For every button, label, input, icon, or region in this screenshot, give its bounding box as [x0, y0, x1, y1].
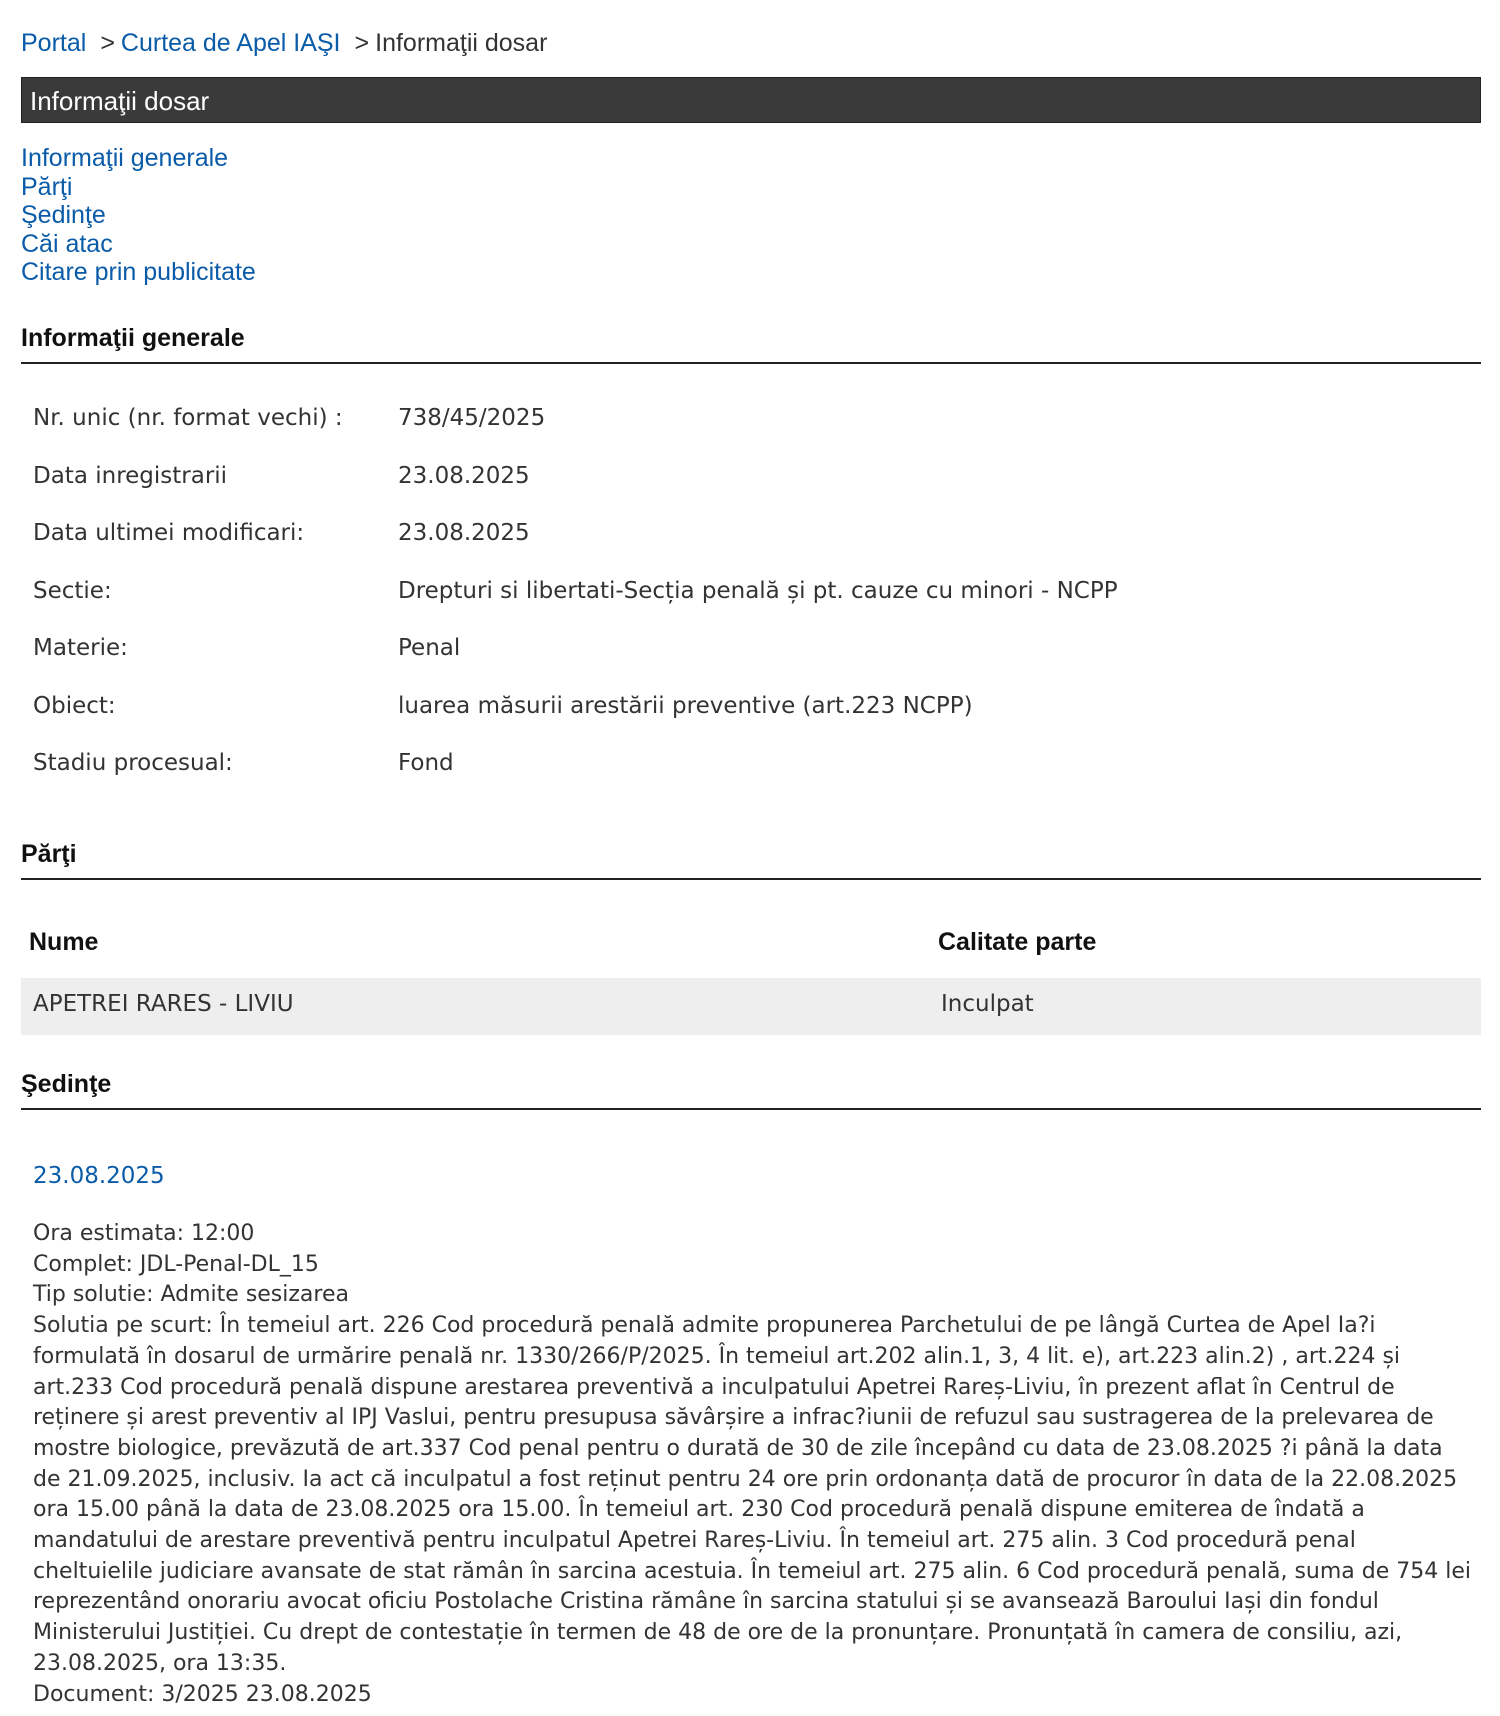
hearing-panel: Complet: JDL-Penal-DL_15	[33, 1251, 319, 1277]
breadcrumb-separator: >	[100, 29, 115, 57]
table-row	[21, 978, 1481, 1035]
hearings-heading: Şedinţe	[21, 1068, 1481, 1110]
parties-table-header	[21, 928, 1481, 966]
breadcrumb-separator: >	[354, 29, 370, 57]
hearing-solution-type: Tip solutie: Admite sesizarea	[33, 1282, 349, 1308]
info-row-case-number	[21, 405, 1481, 463]
info-label: Materie:	[33, 635, 128, 661]
nav-link-hearings[interactable]: Şedinţe	[21, 201, 106, 229]
info-row-object	[21, 693, 1481, 751]
breadcrumb	[21, 28, 547, 58]
nav-link-appeals[interactable]: Căi atac	[21, 229, 113, 258]
info-label: Stadiu procesual:	[33, 750, 233, 776]
info-value: 23.08.2025	[398, 462, 530, 489]
info-value: 738/45/2025	[398, 405, 546, 431]
info-label: Obiect:	[33, 692, 116, 719]
hearing-date: 23.08.2025	[33, 1163, 165, 1189]
party-name: APETREI RARES - LIVIU	[33, 991, 294, 1017]
hearing-document: Document: 3/2025 23.08.2025	[33, 1681, 372, 1707]
nav-link-parties[interactable]: Părţi	[21, 172, 73, 201]
hearing-details	[33, 1219, 1473, 1710]
section-nav	[21, 144, 256, 287]
info-value: luarea măsurii arestării preventive (art.223 NCPP)	[398, 692, 973, 719]
info-row-last-modified	[21, 520, 1481, 578]
breadcrumb-current: Informaţii dosar	[375, 29, 548, 57]
parties-heading: Părţi	[21, 838, 1481, 880]
hearing-solution-summary: Solutia pe scurt: În temeiul art. 226 Cod procedură penală admite propunerea Parchetului de pe lângă Curtea de Apel Ia?i formulată în dosarul de urmărire penală nr. 1330/266/P/2025. În temeiul art.202 alin.1, 3, 4 lit. e), art.223 alin.2) , art.224 și art.233 Cod procedură penală dispune arestarea preventivă a inculpatului Apetrei Rareș-Liviu, în prezent aflat în Centrul de reținere și arest preventiv al IPJ Vaslui, pentru presupusa săvârșire a infrac?iunii de refuzul sau sustragerea de la prelevarea de mostre biologice, prevăzută de art.337 Cod penal pentru o durată de 30 de zile începând cu data de 23.08.2025 ?i până la data de 21.09.2025, inclusiv. Ia act că inculpatul a fost reținut pentru 24 ore prin ordonanța dată de procuror în data de la 22.08.2025 ora 15.00 până la data de 23.08.2025 ora 15.00. În temeiul art. 230 Cod procedură penală dispune emiterea de îndată a mandatului de arestare preventivă pentru inculpatul Apetrei Rareș-Liviu. În temeiul art. 275 alin. 3 Cod procedură penal cheltuielile judiciare avansate de stat rămân în sarcina acestuia. În temeiul art. 275 alin. 6 Cod procedură penală, suma de 754 lei reprezentând onorariu avocat oficiu Postolache Cristina rămâne în sarcina statului și se avansează Baroului Iași din fondul Ministerului Justiției. Cu drept de contestație în termen de 48 de ore de la pronunțare. Pronunțată în camera de consiliu, azi, 23.08.2025, ora 13:35.	[33, 1313, 1472, 1676]
info-label: Data ultimei modificari:	[33, 520, 305, 546]
info-label: Nr. unic (nr. format vechi) :	[33, 405, 343, 431]
info-label: Data inregistrarii	[33, 462, 228, 489]
info-value: 23.08.2025	[398, 520, 530, 546]
nav-link-general-info[interactable]: Informaţii generale	[21, 144, 229, 172]
info-label: Sectie:	[33, 577, 112, 604]
hearing-estimated-time: Ora estimata: 12:00	[33, 1221, 255, 1246]
page-title-bar	[21, 77, 1481, 123]
breadcrumb-court-link[interactable]: Curtea de Apel IAŞI	[120, 29, 341, 57]
info-value: Drepturi si libertati-Secția penală și pt. cauze cu minori - NCPP	[398, 577, 1118, 604]
info-row-registration-date	[21, 463, 1481, 521]
info-row-section	[21, 578, 1481, 636]
info-value: Fond	[398, 750, 454, 776]
column-header-role: Calitate parte	[938, 928, 1097, 956]
general-info-heading: Informaţii generale	[21, 322, 1481, 364]
page-title: Informaţii dosar	[30, 86, 210, 116]
info-row-stage	[21, 750, 1481, 808]
party-role: Inculpat	[941, 991, 1034, 1017]
column-header-name: Nume	[29, 928, 99, 956]
breadcrumb-portal-link[interactable]: Portal	[21, 29, 87, 57]
info-value: Penal	[398, 635, 461, 661]
info-row-matter	[21, 635, 1481, 693]
general-info-table	[21, 405, 1481, 808]
nav-link-public-summons[interactable]: Citare prin publicitate	[21, 258, 256, 286]
